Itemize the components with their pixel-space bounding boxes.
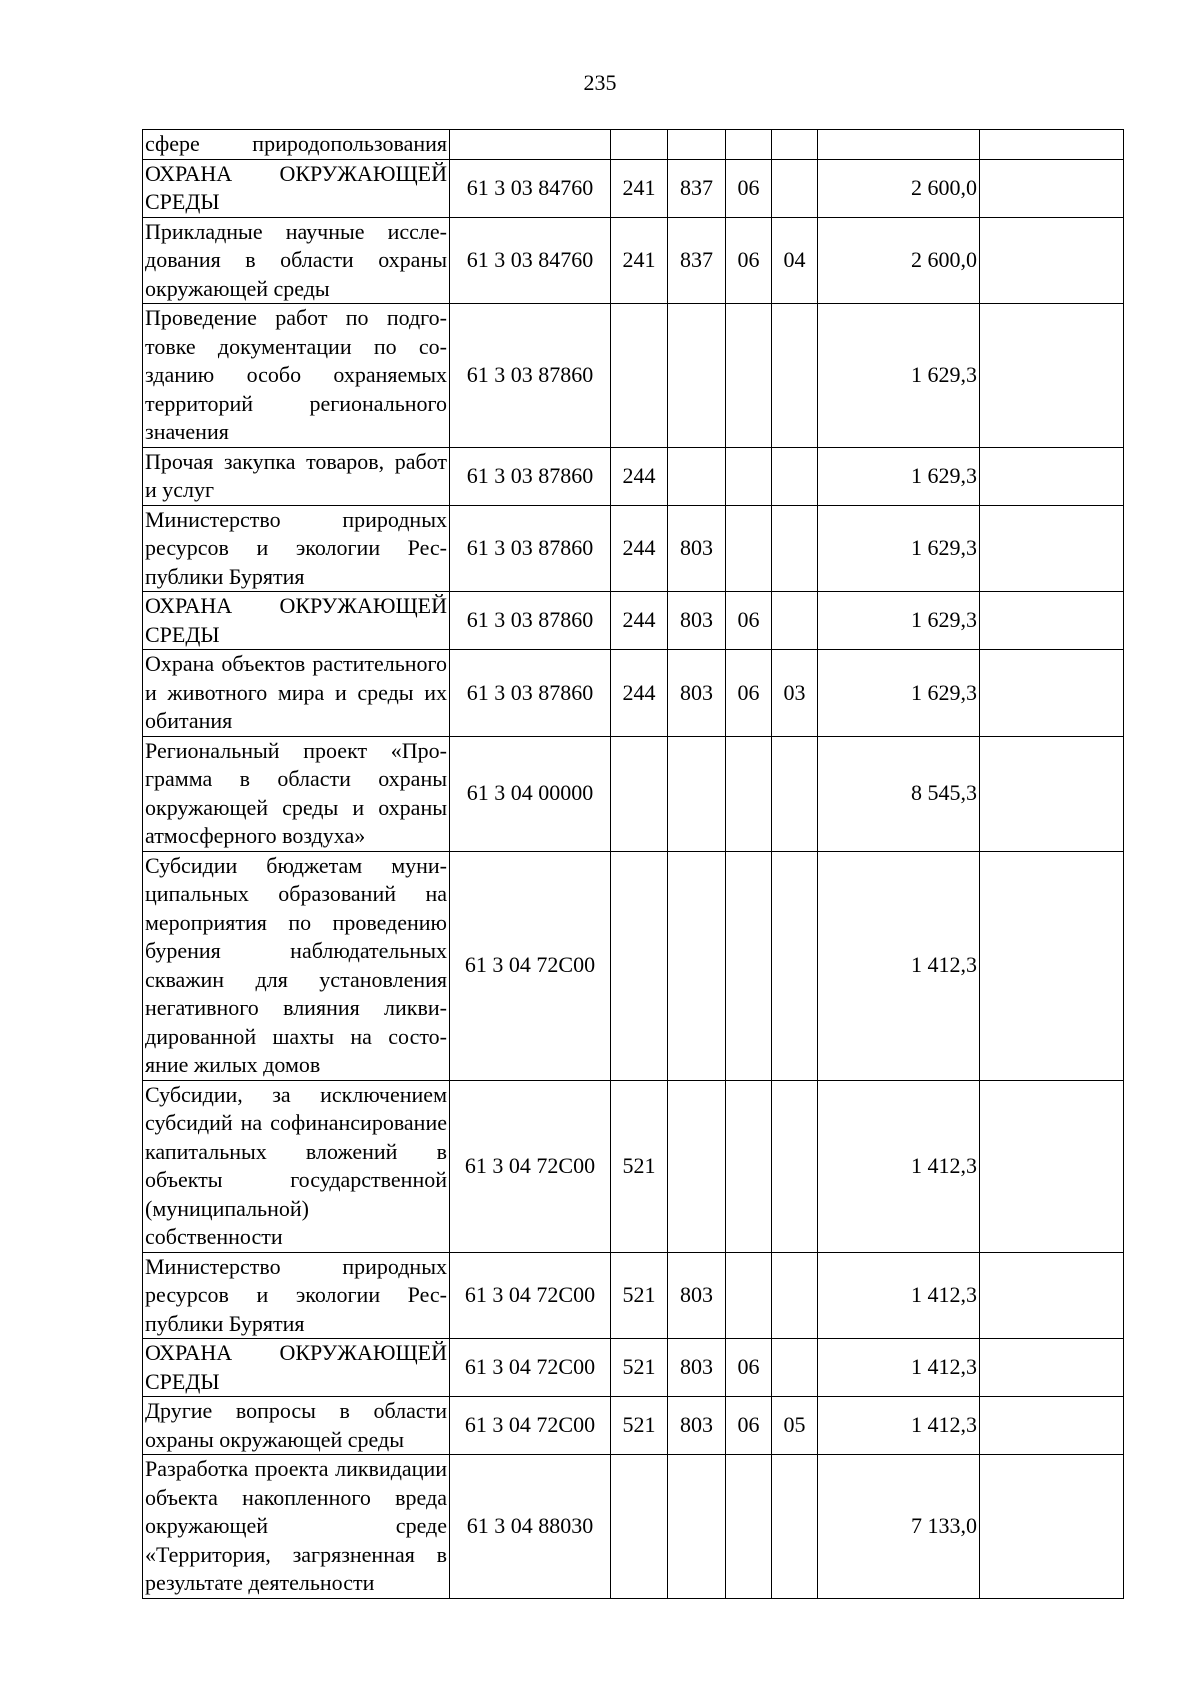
expense-type-cell: 521 bbox=[611, 1252, 668, 1339]
ministry-code-cell: 803 bbox=[668, 592, 726, 650]
section-cell bbox=[726, 130, 772, 160]
expense-type-cell: 244 bbox=[611, 447, 668, 505]
row-name-cell: Прикладные научные исследования в области охраны окружающей среды bbox=[143, 217, 450, 304]
section-cell: 06 bbox=[726, 159, 772, 217]
extra-cell bbox=[980, 650, 1124, 737]
table-row bbox=[143, 1455, 1124, 1599]
amount-cell: 2 600,0 bbox=[818, 217, 980, 304]
target-code-cell: 61 3 04 72С00 bbox=[450, 851, 611, 1080]
table-row bbox=[143, 650, 1124, 737]
subsection-cell: 03 bbox=[772, 650, 818, 737]
expense-type-cell: 241 bbox=[611, 159, 668, 217]
target-code-cell: 61 3 04 00000 bbox=[450, 736, 611, 851]
amount-cell: 1 629,3 bbox=[818, 592, 980, 650]
target-code-cell bbox=[450, 130, 611, 160]
row-name-cell: сфере природопользования bbox=[143, 130, 450, 160]
section-cell: 06 bbox=[726, 650, 772, 737]
section-cell bbox=[726, 1252, 772, 1339]
target-code-cell: 61 3 04 72С00 bbox=[450, 1252, 611, 1339]
extra-cell bbox=[980, 130, 1124, 160]
row-name-cell: ОХРАНА ОКРУЖАЮЩЕЙ СРЕДЫ bbox=[143, 1339, 450, 1397]
subsection-cell bbox=[772, 159, 818, 217]
expense-type-cell bbox=[611, 851, 668, 1080]
amount-cell bbox=[818, 130, 980, 160]
ministry-code-cell: 803 bbox=[668, 505, 726, 592]
amount-cell: 1 629,3 bbox=[818, 447, 980, 505]
target-code-cell: 61 3 03 87860 bbox=[450, 447, 611, 505]
ministry-code-cell bbox=[668, 130, 726, 160]
ministry-code-cell: 803 bbox=[668, 650, 726, 737]
expense-type-cell bbox=[611, 1455, 668, 1599]
ministry-code-cell: 837 bbox=[668, 159, 726, 217]
section-cell bbox=[726, 304, 772, 448]
extra-cell bbox=[980, 1252, 1124, 1339]
extra-cell bbox=[980, 1455, 1124, 1599]
section-cell: 06 bbox=[726, 1339, 772, 1397]
section-cell bbox=[726, 851, 772, 1080]
page-number: 235 bbox=[583, 70, 617, 95]
extra-cell bbox=[980, 1339, 1124, 1397]
amount-cell: 1 412,3 bbox=[818, 1080, 980, 1252]
amount-cell: 1 412,3 bbox=[818, 1252, 980, 1339]
amount-cell: 1 412,3 bbox=[818, 1339, 980, 1397]
row-name-cell: ОХРАНА ОКРУЖАЮЩЕЙ СРЕДЫ bbox=[143, 159, 450, 217]
section-cell bbox=[726, 1455, 772, 1599]
expense-type-cell: 241 bbox=[611, 217, 668, 304]
table-row bbox=[143, 1397, 1124, 1455]
extra-cell bbox=[980, 1397, 1124, 1455]
section-cell bbox=[726, 1080, 772, 1252]
extra-cell bbox=[980, 851, 1124, 1080]
extra-cell bbox=[980, 736, 1124, 851]
target-code-cell: 61 3 03 87860 bbox=[450, 304, 611, 448]
expense-type-cell: 244 bbox=[611, 592, 668, 650]
table-row bbox=[143, 130, 1124, 160]
row-name-cell: Другие вопросы в области охраны окружающей среды bbox=[143, 1397, 450, 1455]
target-code-cell: 61 3 03 84760 bbox=[450, 159, 611, 217]
subsection-cell bbox=[772, 592, 818, 650]
expense-type-cell bbox=[611, 130, 668, 160]
subsection-cell bbox=[772, 1080, 818, 1252]
table-row bbox=[143, 304, 1124, 448]
subsection-cell bbox=[772, 851, 818, 1080]
row-name-cell: Региональный проект «Программа в области охраны окружающей среды и охраны атмосферного воздуха» bbox=[143, 736, 450, 851]
row-name-cell: Прочая закупка товаров, работ и услуг bbox=[143, 447, 450, 505]
expense-type-cell: 521 bbox=[611, 1397, 668, 1455]
expense-type-cell: 244 bbox=[611, 650, 668, 737]
table-row bbox=[143, 159, 1124, 217]
extra-cell bbox=[980, 217, 1124, 304]
extra-cell bbox=[980, 159, 1124, 217]
subsection-cell bbox=[772, 736, 818, 851]
amount-cell: 2 600,0 bbox=[818, 159, 980, 217]
target-code-cell: 61 3 04 72С00 bbox=[450, 1339, 611, 1397]
expense-type-cell: 521 bbox=[611, 1080, 668, 1252]
ministry-code-cell: 803 bbox=[668, 1252, 726, 1339]
section-cell: 06 bbox=[726, 1397, 772, 1455]
section-cell bbox=[726, 736, 772, 851]
table-row bbox=[143, 592, 1124, 650]
amount-cell: 1 629,3 bbox=[818, 304, 980, 448]
table-row bbox=[143, 217, 1124, 304]
expense-type-cell bbox=[611, 304, 668, 448]
extra-cell bbox=[980, 1080, 1124, 1252]
row-name-cell: Министерство природных ресурсов и экологии Республики Бурятия bbox=[143, 1252, 450, 1339]
budget-table bbox=[142, 129, 1124, 1599]
budget-table-body bbox=[143, 130, 1124, 1599]
target-code-cell: 61 3 03 87860 bbox=[450, 592, 611, 650]
amount-cell: 1 629,3 bbox=[818, 650, 980, 737]
amount-cell: 1 629,3 bbox=[818, 505, 980, 592]
ministry-code-cell bbox=[668, 1080, 726, 1252]
row-name-cell: Субсидии бюджетам муниципальных образований на мероприятия по проведению бурения наблюдательных скважин для установления негативного влияния ликвидированной шахты на состояние жилых домов bbox=[143, 851, 450, 1080]
amount-cell: 1 412,3 bbox=[818, 1397, 980, 1455]
row-name-cell: Проведение работ по подготовке документации по созданию особо охраняемых территорий регионального значения bbox=[143, 304, 450, 448]
section-cell bbox=[726, 505, 772, 592]
section-cell: 06 bbox=[726, 592, 772, 650]
subsection-cell: 04 bbox=[772, 217, 818, 304]
row-name-cell: Охрана объектов растительного и животного мира и среды их обитания bbox=[143, 650, 450, 737]
ministry-code-cell bbox=[668, 1455, 726, 1599]
table-row bbox=[143, 1080, 1124, 1252]
extra-cell bbox=[980, 447, 1124, 505]
ministry-code-cell: 803 bbox=[668, 1397, 726, 1455]
table-row bbox=[143, 1252, 1124, 1339]
subsection-cell bbox=[772, 1455, 818, 1599]
row-name-cell: Министерство природных ресурсов и экологии Республики Бурятия bbox=[143, 505, 450, 592]
target-code-cell: 61 3 03 87860 bbox=[450, 650, 611, 737]
extra-cell bbox=[980, 304, 1124, 448]
ministry-code-cell bbox=[668, 447, 726, 505]
subsection-cell: 05 bbox=[772, 1397, 818, 1455]
table-row bbox=[143, 851, 1124, 1080]
amount-cell: 1 412,3 bbox=[818, 851, 980, 1080]
target-code-cell: 61 3 04 72С00 bbox=[450, 1080, 611, 1252]
expense-type-cell bbox=[611, 736, 668, 851]
ministry-code-cell bbox=[668, 736, 726, 851]
section-cell bbox=[726, 447, 772, 505]
ministry-code-cell bbox=[668, 851, 726, 1080]
section-cell: 06 bbox=[726, 217, 772, 304]
target-code-cell: 61 3 03 84760 bbox=[450, 217, 611, 304]
target-code-cell: 61 3 04 72С00 bbox=[450, 1397, 611, 1455]
table-row bbox=[143, 505, 1124, 592]
row-name-cell: ОХРАНА ОКРУЖАЮЩЕЙ СРЕДЫ bbox=[143, 592, 450, 650]
subsection-cell bbox=[772, 1339, 818, 1397]
subsection-cell bbox=[772, 130, 818, 160]
ministry-code-cell bbox=[668, 304, 726, 448]
target-code-cell: 61 3 04 88030 bbox=[450, 1455, 611, 1599]
target-code-cell: 61 3 03 87860 bbox=[450, 505, 611, 592]
extra-cell bbox=[980, 592, 1124, 650]
table-row bbox=[143, 1339, 1124, 1397]
subsection-cell bbox=[772, 447, 818, 505]
ministry-code-cell: 803 bbox=[668, 1339, 726, 1397]
subsection-cell bbox=[772, 1252, 818, 1339]
expense-type-cell: 521 bbox=[611, 1339, 668, 1397]
ministry-code-cell: 837 bbox=[668, 217, 726, 304]
subsection-cell bbox=[772, 505, 818, 592]
row-name-cell: Субсидии, за исключением субсидий на софинансирование капитальных вложений в объекты государственной (муниципальной) собственности bbox=[143, 1080, 450, 1252]
subsection-cell bbox=[772, 304, 818, 448]
amount-cell: 7 133,0 bbox=[818, 1455, 980, 1599]
expense-type-cell: 244 bbox=[611, 505, 668, 592]
amount-cell: 8 545,3 bbox=[818, 736, 980, 851]
row-name-cell: Разработка проекта ликвидации объекта накопленного вреда окружающей среде «Территория, загрязненная в результате деятельности bbox=[143, 1455, 450, 1599]
table-row bbox=[143, 447, 1124, 505]
extra-cell bbox=[980, 505, 1124, 592]
table-row bbox=[143, 736, 1124, 851]
